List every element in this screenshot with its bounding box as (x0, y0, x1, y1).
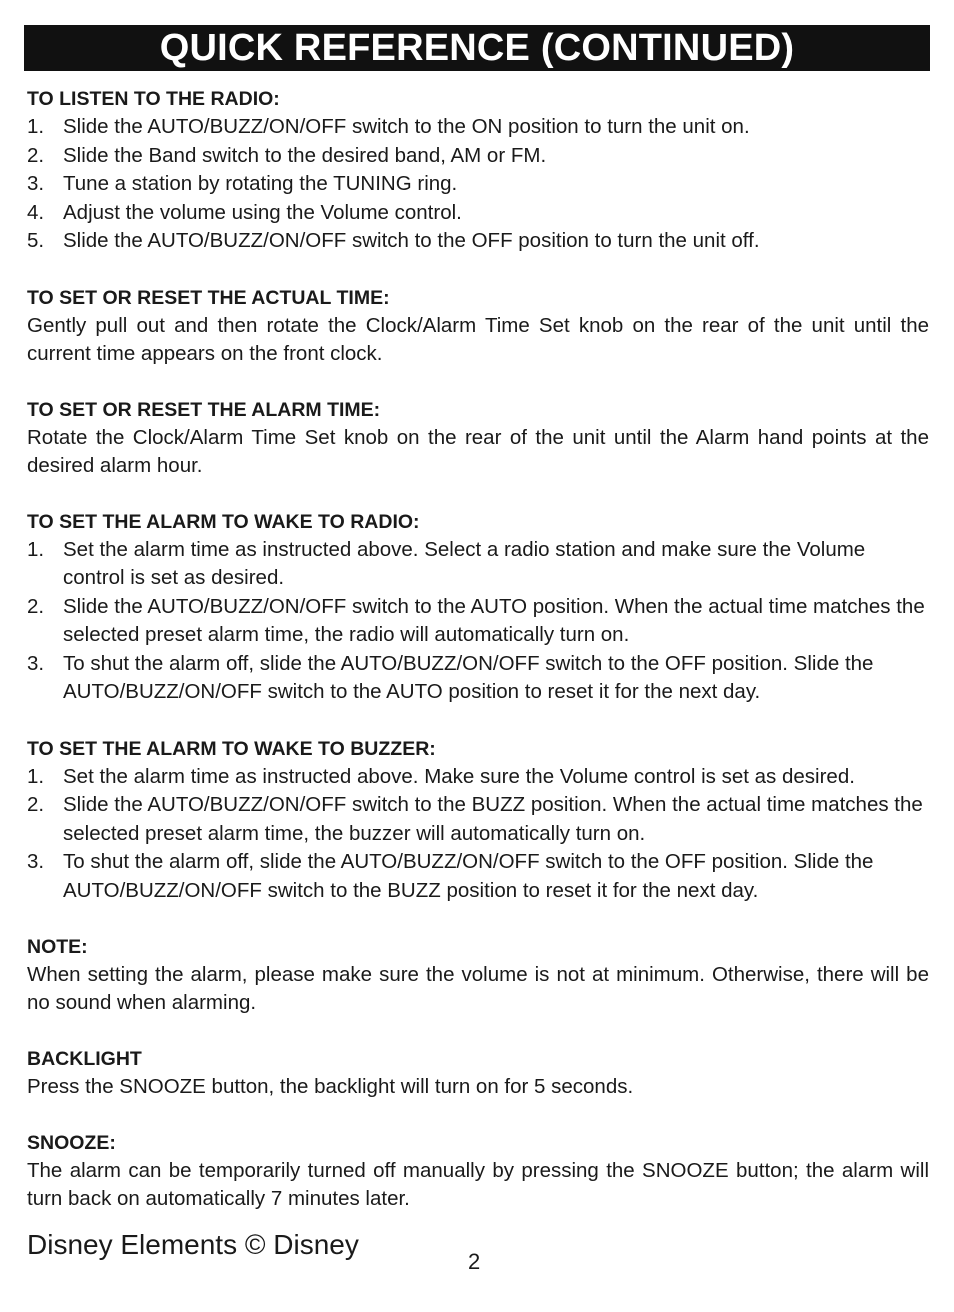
section-listen-radio (27, 85, 929, 256)
section-set-actual-time (27, 284, 929, 368)
list-item (27, 593, 929, 650)
step-text: Slide the AUTO/BUZZ/ON/OFF switch to the OFF position to turn the unit off. (63, 229, 760, 252)
section-wake-to-radio (27, 508, 929, 707)
list-item (27, 848, 929, 905)
section-set-alarm-time (27, 396, 929, 480)
step-list (27, 113, 929, 256)
section-heading: TO SET THE ALARM TO WAKE TO BUZZER: (27, 737, 436, 760)
list-item (27, 199, 929, 228)
step-text: Slide the AUTO/BUZZ/ON/OFF switch to the BUZZ position. When the actual time matches the selected preset alarm time, the buzzer will automatically turn on. (63, 793, 923, 845)
page-title: QUICK REFERENCE (CONTINUED) (24, 25, 930, 71)
section-text: The alarm can be temporarily turned off manually by pressing the SNOOZE button; the alarm will turn back on automatically 7 minutes later. (27, 1159, 929, 1210)
section-heading: TO SET THE ALARM TO WAKE TO RADIO: (27, 510, 420, 533)
list-item (27, 170, 929, 199)
step-number: 3. (27, 651, 45, 675)
list-item (27, 142, 929, 171)
step-number: 1. (27, 537, 45, 561)
page-number: 2 (468, 1249, 481, 1274)
step-number: 1. (27, 115, 45, 138)
step-text: To shut the alarm off, slide the AUTO/BUZZ/ON/OFF switch to the OFF position. Slide the AUTO/BUZZ/ON/OFF switch to the BUZZ position to reset it for the next day. (63, 850, 874, 902)
section-text: Rotate the Clock/Alarm Time Set knob on the rear of the unit until the Alarm hand points at the desired alarm hour. (27, 425, 929, 477)
section-text: When setting the alarm, please make sure the volume is not at minimum. Otherwise, there will be no sound when alarming. (27, 963, 929, 1014)
list-item (27, 536, 929, 593)
list-item (27, 763, 929, 792)
section-heading: TO SET OR RESET THE ALARM TIME: (27, 398, 381, 421)
step-number: 5. (27, 229, 45, 252)
step-text: Slide the AUTO/BUZZ/ON/OFF switch to the AUTO position. When the actual time matches the selected preset alarm time, the radio will automatically turn on. (63, 594, 925, 646)
step-number: 2. (27, 594, 45, 618)
step-list (27, 763, 929, 906)
list-item (27, 113, 929, 142)
section-heading: SNOOZE: (27, 1132, 116, 1154)
list-item (27, 227, 929, 256)
list-item (27, 791, 929, 848)
step-number: 1. (27, 764, 45, 788)
list-item (27, 650, 929, 707)
step-number: 2. (27, 143, 45, 167)
section-heading: TO LISTEN TO THE RADIO: (27, 88, 280, 110)
step-list (27, 536, 929, 707)
step-text: Slide the AUTO/BUZZ/ON/OFF switch to the ON position to turn the unit on. (63, 115, 750, 138)
section-text: Gently pull out and then rotate the Clock/Alarm Time Set knob on the rear of the unit until the current time appears on the front clock. (27, 313, 929, 365)
section-wake-to-buzzer (27, 735, 929, 906)
step-number: 2. (27, 793, 45, 816)
step-text: Set the alarm time as instructed above. Make sure the Volume control is set as desired. (63, 764, 855, 788)
step-number: 4. (27, 200, 45, 224)
section-note (27, 933, 929, 1017)
document-body (27, 85, 929, 1241)
section-snooze (27, 1129, 929, 1213)
copyright-notice: Disney Elements © Disney (27, 1229, 359, 1260)
section-heading: BACKLIGHT (27, 1048, 142, 1070)
section-heading: NOTE: (27, 936, 88, 958)
step-number: 3. (27, 172, 45, 195)
step-text: Tune a station by rotating the TUNING ring. (63, 172, 458, 195)
step-text: Adjust the volume using the Volume control. (63, 200, 462, 224)
section-text: Press the SNOOZE button, the backlight will turn on for 5 seconds. (27, 1075, 634, 1098)
step-number: 3. (27, 850, 45, 873)
section-backlight (27, 1045, 929, 1101)
section-heading: TO SET OR RESET THE ACTUAL TIME: (27, 286, 390, 309)
step-text: Slide the Band switch to the desired band, AM or FM. (63, 143, 547, 167)
step-text: To shut the alarm off, slide the AUTO/BUZZ/ON/OFF switch to the OFF position. Slide the AUTO/BUZZ/ON/OFF switch to the AUTO position to reset it for the next day. (63, 651, 874, 703)
step-text: Set the alarm time as instructed above. Select a radio station and make sure the Volume control is set as desired. (63, 537, 866, 589)
